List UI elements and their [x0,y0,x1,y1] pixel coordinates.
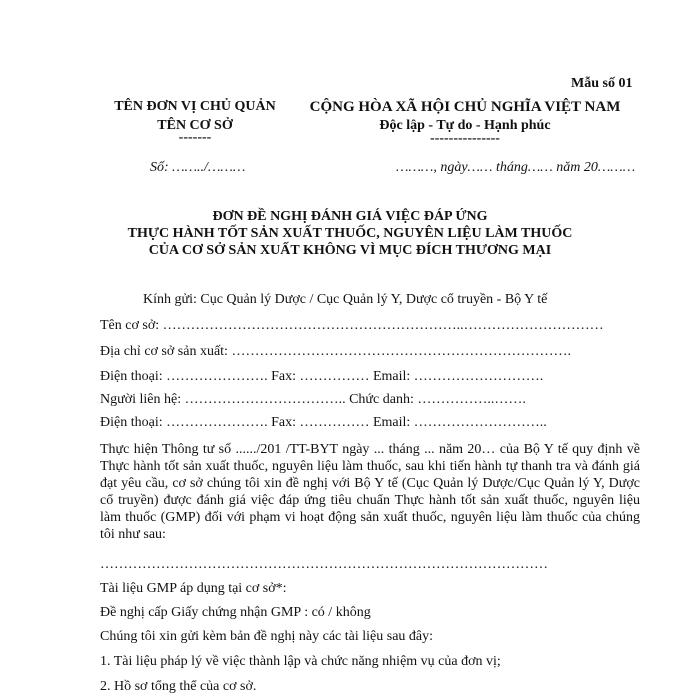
field-contact-person: Người liên hệ: …………………………….. Chức danh: ……………..……. [100,392,526,407]
field-phone-fax-email-2: Điện thoại: …………………. Fax: …………… Email: ……………………….. [100,415,547,430]
header-left-rule: ------- [178,130,212,145]
gmp-certificate-request: Đề nghị cấp Giấy chứng nhận GMP : có / không [100,605,371,620]
facility-name: TÊN CƠ SỞ [157,118,233,133]
field-facility-name: Tên cơ sở: ………………………………………………………..………………………… [100,318,604,333]
title-line-1: ĐƠN ĐỀ NGHỊ ĐÁNH GIÁ VIỆC ĐÁP ỨNG [212,209,488,224]
recipient: Kính gửi: Cục Quản lý Dược / Cục Quản lý Y, Dược cổ truyền - Bộ Y tế [143,292,548,307]
body-paragraph: Thực hiện Thông tư số ....../201 /TT-BYT ngày ... tháng ... năm 20… của Bộ Y tế quy định về Thực hành tốt sản xuất thuốc, nguyên liệu làm thuốc, sau khi tiến hành tự thanh tra và đánh giá đạt yêu cầu, cơ sở chúng tôi xin đề nghị với Bộ Y tế (Cục Quản lý Dược/Cục Quản lý Y, Dược cổ truyền) được đánh giá việc đáp ứng tiêu chuẩn Thực hành tốt sản xuất thuốc, nguyên liệu làm thuốc (GMP) đối với phạm vi hoạt động sản xuất thuốc, nguyên liệu làm thuốc của chúng tôi như sau: [100,442,640,542]
title-line-2: THỰC HÀNH TỐT SẢN XUẤT THUỐC, NGUYÊN LIỆU LÀM THUỐC [127,226,573,241]
title-line-3: CỦA CƠ SỞ SẢN XUẤT KHÔNG VÌ MỤC ĐÍCH THƯƠNG MẠI [148,243,552,258]
national-motto: Độc lập - Tự do - Hạnh phúc [379,118,551,133]
attachment-item: 2. Hồ sơ tổng thể của cơ sở. [100,679,257,694]
field-phone-fax-email-1: Điện thoại: …………………. Fax: …………… Email: ………………………. [100,369,544,384]
header-right-rule: --------------- [430,131,500,146]
scope-dotted-line: …………………………………………………………………………………… [100,557,548,572]
org-parent-name: TÊN ĐƠN VỊ CHỦ QUẢN [114,99,276,114]
field-facility-address: Địa chỉ cơ sở sản xuất: ………………………………………………………………. [100,344,571,359]
gmp-documents: Tài liệu GMP áp dụng tại cơ sở*: [100,581,287,596]
national-title: CỘNG HÒA XÃ HỘI CHỦ NGHĨA VIỆT NAM [309,99,621,115]
attachment-item: 1. Tài liệu pháp lý về việc thành lập và chức năng nhiệm vụ của đơn vị; [100,654,501,669]
attachments-intro: Chúng tôi xin gửi kèm bản đề nghị này các tài liệu sau đây: [100,629,434,644]
form-number: Mẫu số 01 [571,76,633,91]
document-date: ………, ngày…… tháng…… năm 20……… [396,160,636,175]
document-number: Số: ……../……… [150,160,246,175]
